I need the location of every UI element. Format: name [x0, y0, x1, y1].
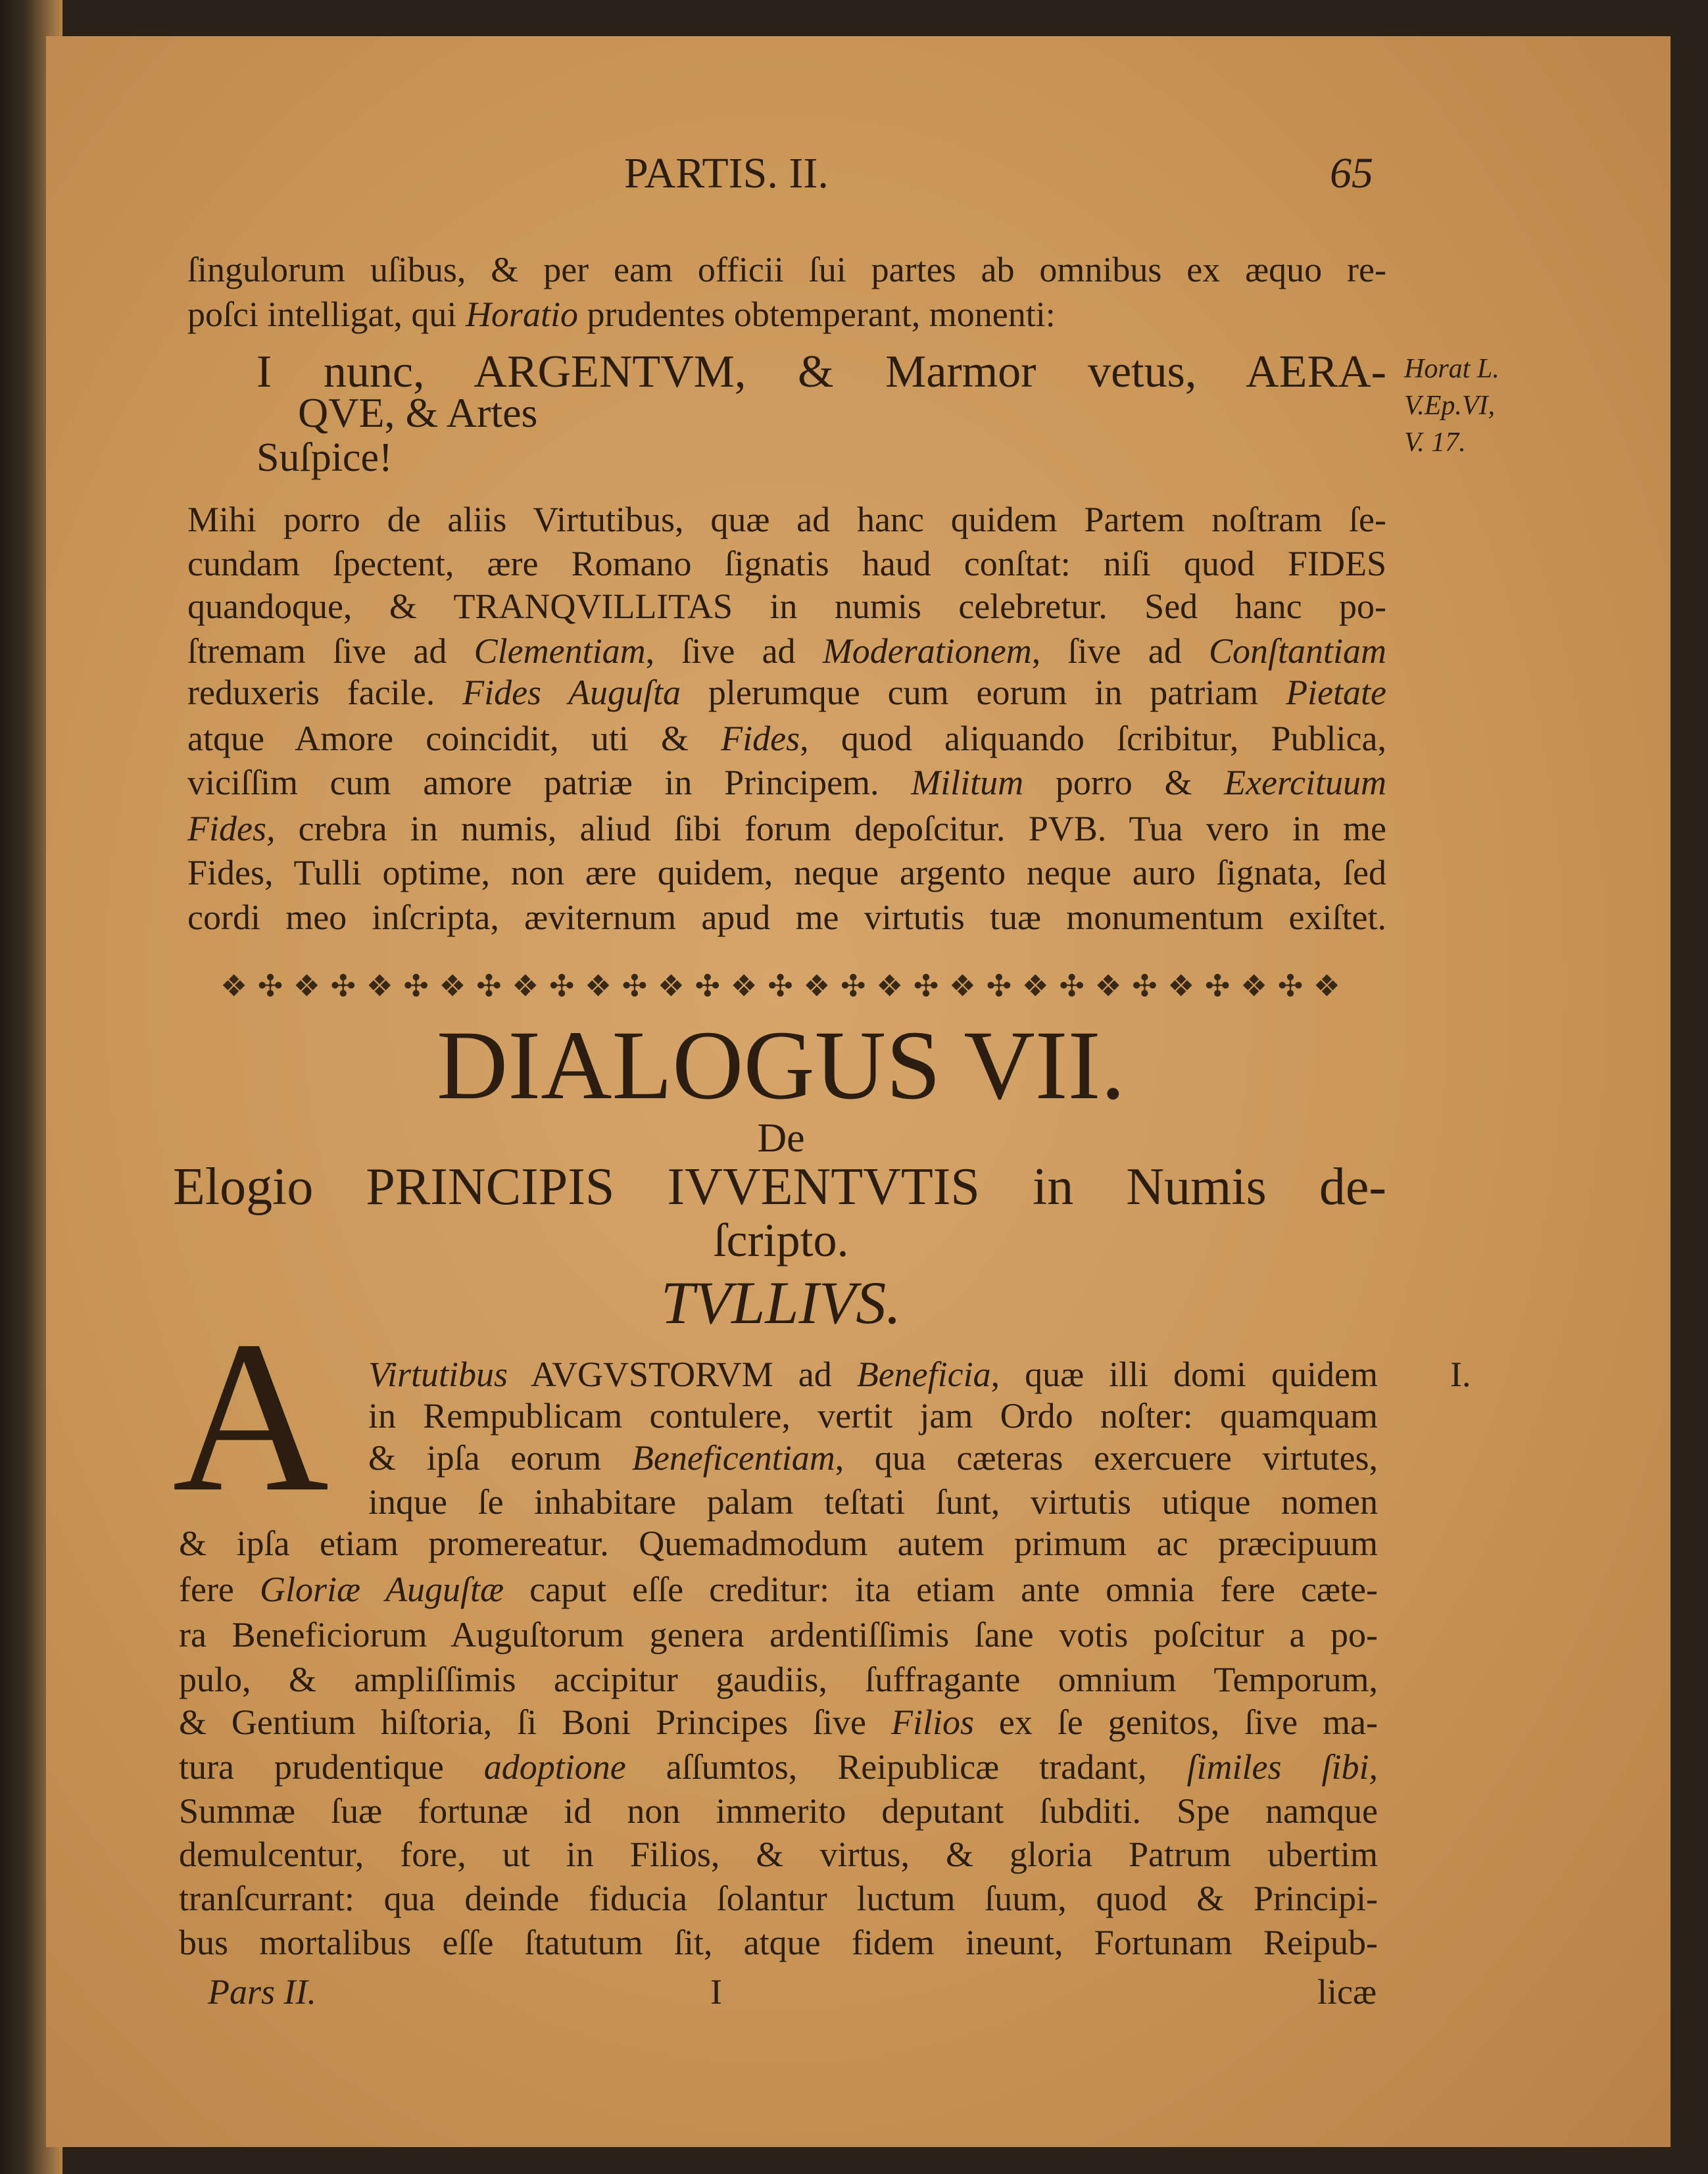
italic-text-segment: Fides, [187, 809, 276, 849]
preceding-text-line [187, 719, 1386, 758]
dialogue-de: De [757, 1116, 805, 1161]
preceding-text-line [256, 435, 1386, 480]
text-segment: I nunc, ARGENTVM, & Marmor vetus, AERA- [256, 346, 1386, 397]
italic-text-segment: Moderationem [822, 631, 1032, 671]
text-segment: aſſumtos, Reipublicæ tradant, [625, 1747, 1187, 1787]
text-segment: , qua cæteras exercuere virtutes, [835, 1438, 1378, 1478]
text-segment: cordi meo inſcripta, æviternum apud me virtutis tuæ monumentum exiſtet. [187, 898, 1386, 938]
margin-note-horace-3: V. 17. [1404, 427, 1466, 458]
preceding-text-line [187, 251, 1386, 289]
text-segment: ſtremam ſive ad [187, 631, 474, 671]
text-segment: , quæ illi domi quidem [990, 1355, 1378, 1395]
text-segment: Fides, Tulli optime, non ære quidem, neque argento neque auro ſignata, ſed [187, 853, 1386, 893]
margin-section-number: I. [1450, 1355, 1471, 1394]
italic-text-segment: Pietate [1286, 673, 1386, 713]
drop-cap-initial: A [172, 1297, 329, 1537]
text-segment: fere [179, 1570, 260, 1610]
preceding-text-line [187, 898, 1386, 937]
body-text-line [368, 1483, 1378, 1522]
body-text-line [179, 1524, 1378, 1563]
text-segment: prudentes obtemperant, monenti: [577, 295, 1056, 335]
preceding-text-line [187, 809, 1386, 848]
preceding-text-line [187, 587, 1386, 626]
text-segment: bus mortalibus eſſe ſtatutum ſit, atque fidem ineunt, Fortunam Reipub- [179, 1923, 1378, 1963]
italic-text-segment: Conſtantiam [1208, 631, 1386, 671]
italic-text-segment: Exercituum [1224, 763, 1386, 803]
italic-text-segment: adoptione [483, 1747, 626, 1787]
body-text-line [368, 1355, 1378, 1394]
text-segment: tura prudentique [179, 1747, 484, 1787]
body-text-line [368, 1397, 1378, 1436]
body-text-line [179, 1792, 1378, 1831]
text-segment: Suſpice! [256, 435, 393, 480]
preceding-text-line [298, 390, 1386, 436]
preceding-text-line [187, 295, 1386, 334]
footer-signature-label: Pars II. [208, 1972, 316, 2012]
text-segment: & ipſa eorum [368, 1438, 632, 1478]
body-text-line [179, 1570, 1378, 1609]
text-segment: viciſſim cum amore patriæ in Principem. [187, 763, 912, 803]
margin-note-horace-1: Horat L. [1404, 354, 1500, 384]
preceding-text-line [187, 500, 1386, 539]
body-text-line [368, 1439, 1378, 1478]
preceding-text-line [187, 854, 1386, 892]
preceding-text-line [187, 673, 1386, 712]
italic-text-segment: Fides [721, 719, 800, 759]
footer-catchword: licæ [1317, 1972, 1377, 2012]
italic-text-segment: Beneficia [856, 1355, 991, 1395]
body-text-line [179, 1923, 1378, 1962]
body-text-line [179, 1616, 1378, 1655]
preceding-text-line [187, 544, 1386, 583]
body-text-line [179, 1879, 1378, 1918]
running-title: PARTIS. II. [624, 149, 829, 197]
text-segment: & ipſa etiam promereatur. Quemadmodum autem primum ac præcipuum [179, 1524, 1378, 1564]
dialogue-subtitle-line-1: Elogio PRINCIPIS IVVENTVTIS in Numis de- [173, 1158, 1386, 1216]
italic-text-segment: Filios [891, 1703, 974, 1743]
preceding-text-line [187, 763, 1386, 802]
text-segment: pulo, & ampliſſimis accipitur gaudiis, ſuffragante omnium Temporum, [179, 1660, 1378, 1700]
text-segment: Mihi porro de aliis Virtutibus, quæ ad hanc quidem Partem noſtram ſe- [187, 500, 1386, 540]
text-segment: cundam ſpectent, ære Romano ſignatis haud conſtat: niſi quod FIDES [187, 544, 1386, 584]
page-number: 65 [1330, 149, 1373, 197]
text-segment: AVGVSTORVM ad [508, 1355, 857, 1395]
text-segment: demulcentur, fore, ut in Filios, & virtus, & gloria Patrum ubertim [179, 1835, 1378, 1875]
body-text-line [179, 1703, 1378, 1742]
text-segment: ra Beneficiorum Auguſtorum genera ardentiſſimis ſane votis poſcitur a po- [179, 1615, 1378, 1655]
italic-text-segment: Militum [911, 763, 1024, 803]
text-segment: quandoque, & TRANQVILLITAS in numis celebretur. Sed hanc po- [187, 587, 1386, 627]
text-segment: QVE, & Artes [298, 389, 538, 436]
text-segment: caput eſſe creditur: ita etiam ante omnia fere cæte- [504, 1570, 1378, 1610]
text-segment: reduxeris facile. [187, 673, 463, 713]
text-segment: tranſcurrant: qua deinde fiducia ſolantur luctum ſuum, quod & Principi- [179, 1879, 1378, 1919]
italic-text-segment: Gloriæ Auguſtæ [259, 1570, 504, 1610]
body-text-line [179, 1660, 1378, 1699]
text-segment: atque Amore coincidit, uti & [187, 719, 721, 759]
margin-note-horace-2: V.Ep.VI, [1404, 391, 1496, 421]
italic-text-segment: Horatio [465, 295, 578, 335]
text-segment: inque ſe inhabitare palam teſtati ſunt, virtutis utique nomen [368, 1482, 1378, 1522]
dialogue-title: DIALOGUS VII. [436, 1011, 1126, 1120]
text-segment: & Gentium hiſtoria, ſi Boni Principes ſive [179, 1703, 891, 1743]
text-segment: ex ſe genitos, ſive ma- [973, 1703, 1378, 1743]
text-segment: Summæ ſuæ fortunæ id non immerito deputant ſubditi. Spe namque [179, 1791, 1378, 1831]
text-segment: , quod aliquando ſcribitur, Publica, [800, 719, 1386, 759]
body-text-line [179, 1748, 1378, 1787]
italic-text-segment: Virtutibus [368, 1355, 508, 1395]
text-segment: in Rempublicam contulere, vertit jam Ordo noſter: quamquam [368, 1396, 1378, 1436]
text-segment: plerumque cum eorum in patriam [680, 673, 1286, 713]
text-segment: crebra in numis, aliud ſibi forum depoſcitur. PVB. Tua vero in me [275, 809, 1386, 849]
italic-text-segment: ſimiles ſibi, [1186, 1747, 1378, 1787]
ornament-divider: ❖ ✣ ❖ ✣ ❖ ✣ ❖ ✣ ❖ ✣ ❖ ✣ ❖ ✣ ❖ ✣ ❖ ✣ ❖ ✣ ❖ ✣ ❖ ✣ ❖ ✣ ❖ ✣ ❖ ✣ ❖ [220, 969, 1342, 1003]
text-segment: , ſive ad [645, 631, 823, 671]
text-segment: poſci intelligat, qui [187, 295, 466, 335]
italic-text-segment: Clementiam [474, 631, 646, 671]
body-text-line [179, 1835, 1378, 1874]
dialogue-subtitle-line-2: ſcripto. [713, 1214, 849, 1267]
speaker-name: TVLLIVS. [660, 1269, 902, 1336]
text-segment: porro & [1023, 763, 1225, 803]
footer-signature-mark: I [710, 1972, 722, 2012]
preceding-text-line [187, 632, 1386, 671]
text-segment: ſingulorum uſibus, & per eam officii ſui partes ab omnibus ex æquo re- [187, 250, 1386, 290]
text-segment: , ſive ad [1031, 631, 1209, 671]
italic-text-segment: Beneficentiam [631, 1438, 835, 1478]
italic-text-segment: Fides Auguſta [462, 673, 681, 713]
